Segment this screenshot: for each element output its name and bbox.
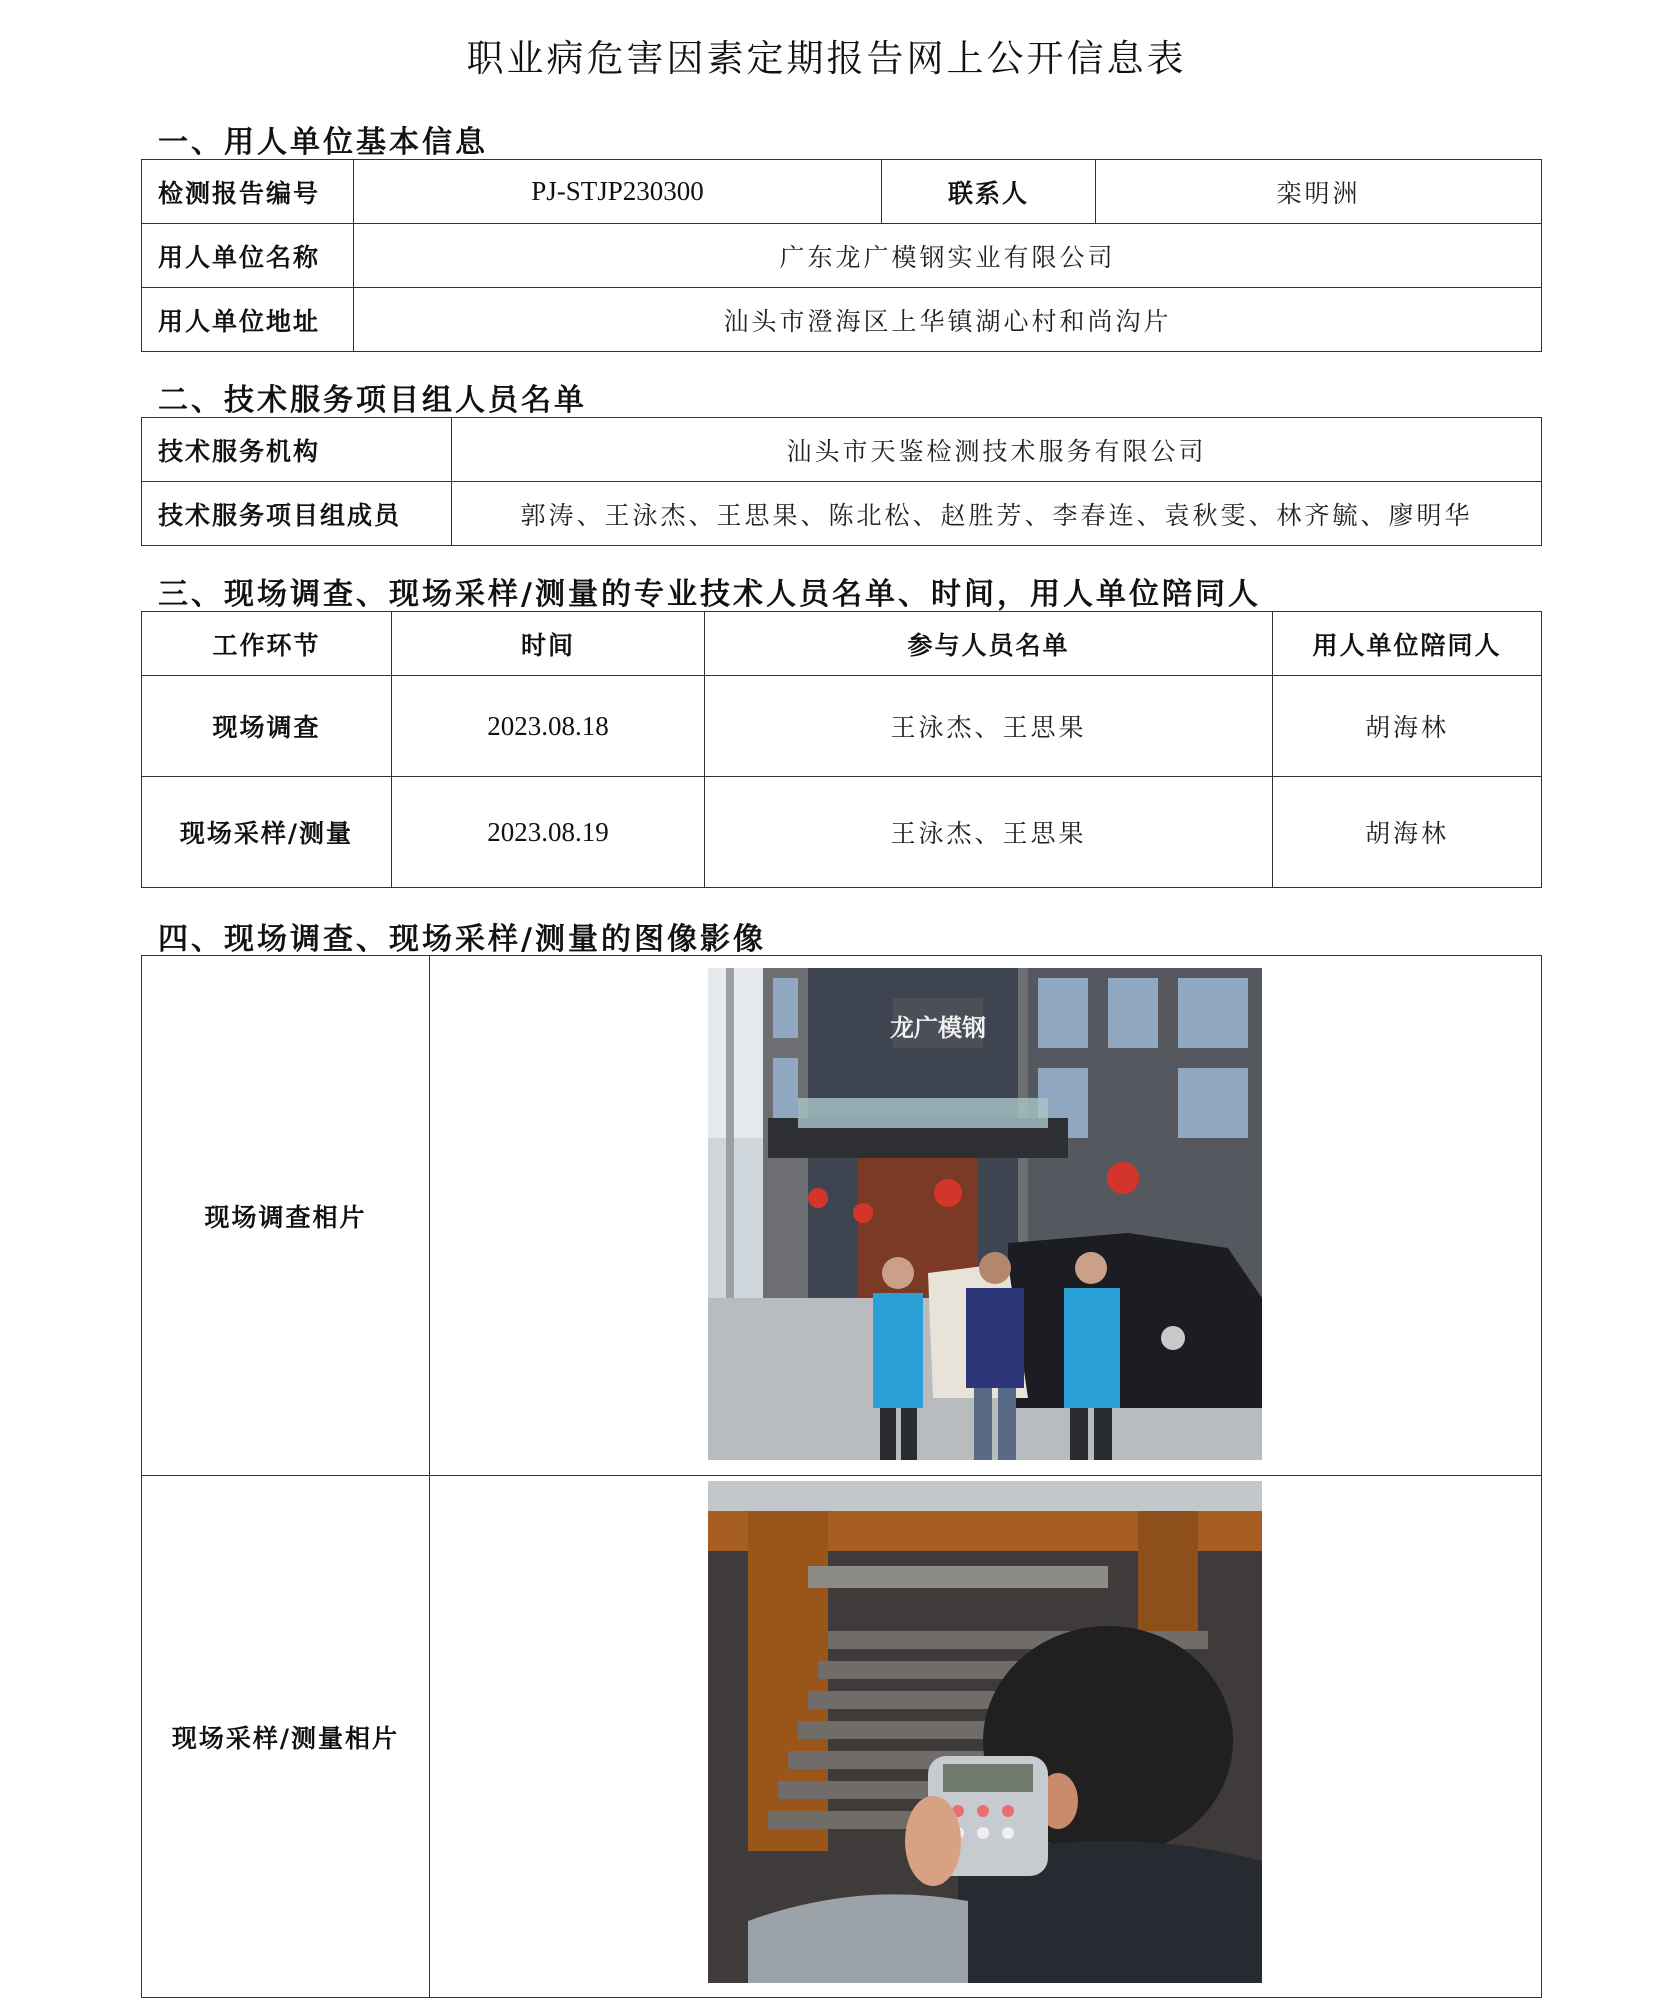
members-value: 郭涛、王泳杰、王思果、陈北松、赵胜芳、李春连、袁秋雯、林齐毓、廖明华 bbox=[452, 482, 1542, 546]
sampling-photo-image bbox=[708, 1481, 1262, 1983]
row-stage: 现场采样/测量 bbox=[142, 777, 392, 888]
basic-info-table bbox=[141, 159, 1542, 352]
contact-label: 联系人 bbox=[882, 160, 1096, 224]
team-table bbox=[141, 417, 1542, 546]
company-label: 用人单位名称 bbox=[142, 224, 354, 288]
company-value: 广东龙广模钢实业有限公司 bbox=[354, 224, 1542, 288]
row-escort: 胡海林 bbox=[1273, 676, 1542, 777]
address-value: 汕头市澄海区上华镇湖心村和尚沟片 bbox=[354, 288, 1542, 352]
survey-photo-label: 现场调查相片 bbox=[142, 956, 430, 1476]
section2-heading: 二、技术服务项目组人员名单 bbox=[158, 383, 587, 418]
header-stage: 工作环节 bbox=[142, 612, 392, 676]
members-label: 技术服务项目组成员 bbox=[142, 482, 452, 546]
table-row bbox=[142, 777, 1542, 888]
schedule-table bbox=[141, 611, 1542, 888]
header-escort: 用人单位陪同人 bbox=[1273, 612, 1542, 676]
row-stage: 现场调查 bbox=[142, 676, 392, 777]
report-no-label: 检测报告编号 bbox=[142, 160, 354, 224]
header-date: 时间 bbox=[392, 612, 705, 676]
row-staff: 王泳杰、王思果 bbox=[705, 777, 1273, 888]
contact-value: 栾明洲 bbox=[1096, 160, 1542, 224]
survey-photo bbox=[708, 968, 1262, 1460]
table-row bbox=[142, 676, 1542, 777]
sign-text: 龙广模钢 bbox=[890, 1014, 986, 1042]
row-date: 2023.08.18 bbox=[392, 676, 705, 777]
report-no-value: PJ-STJP230300 bbox=[354, 160, 882, 224]
survey-photo-image bbox=[708, 968, 1262, 1460]
row-escort: 胡海林 bbox=[1273, 777, 1542, 888]
section3-heading: 三、现场调查、现场采样/测量的专业技术人员名单、时间，用人单位陪同人 bbox=[158, 577, 1261, 612]
section4-heading: 四、现场调查、现场采样/测量的图像影像 bbox=[158, 922, 766, 957]
sampling-photo-label: 现场采样/测量相片 bbox=[142, 1476, 430, 1998]
header-staff: 参与人员名单 bbox=[705, 612, 1273, 676]
photo-table bbox=[141, 955, 1542, 1998]
org-value: 汕头市天鉴检测技术服务有限公司 bbox=[452, 418, 1542, 482]
row-date: 2023.08.19 bbox=[392, 777, 705, 888]
org-label: 技术服务机构 bbox=[142, 418, 452, 482]
row-staff: 王泳杰、王思果 bbox=[705, 676, 1273, 777]
address-label: 用人单位地址 bbox=[142, 288, 354, 352]
section1-heading: 一、用人单位基本信息 bbox=[158, 125, 488, 160]
page-title: 职业病危害因素定期报告网上公开信息表 bbox=[466, 37, 1187, 80]
sampling-photo bbox=[708, 1481, 1262, 1983]
